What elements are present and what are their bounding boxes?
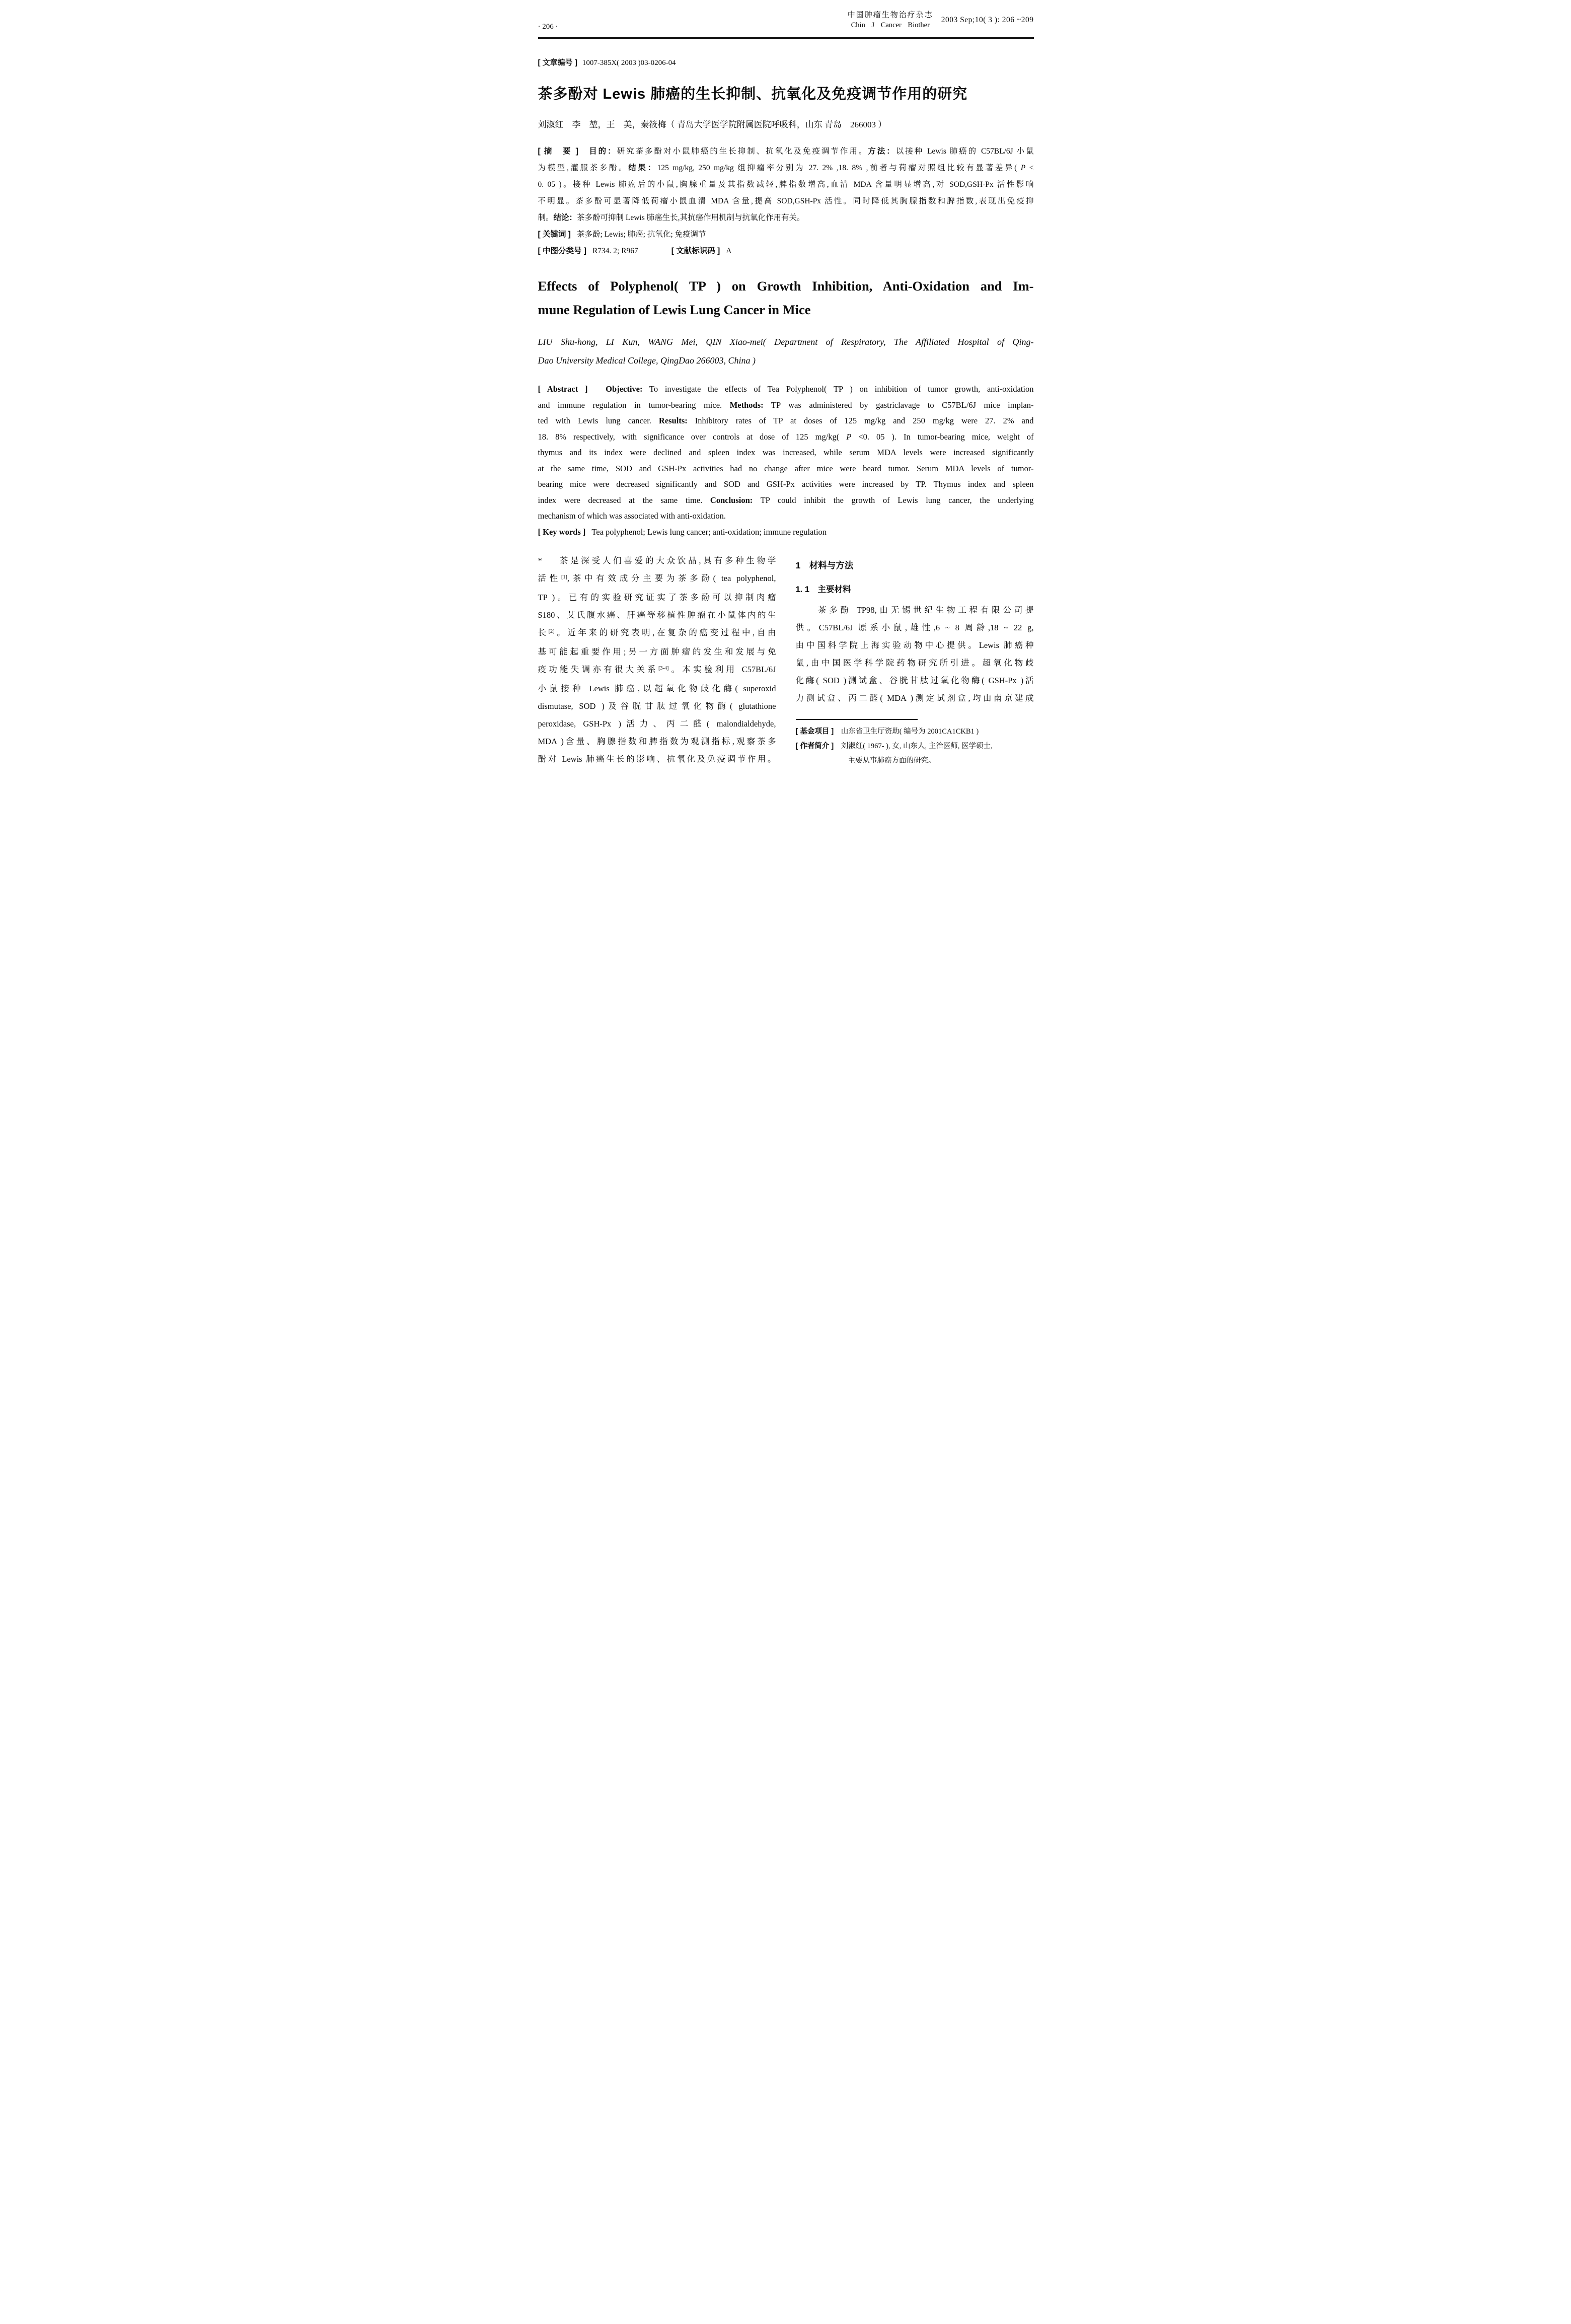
- abstract-en-line: [ Abstract ] Objective: To investigate the effects of Tea Polyphenol( TP ) on inhibition of tumor growth, anti-oxidation: [538, 384, 1034, 394]
- article-title-en: [538, 274, 1034, 322]
- footnote-author-bio: [ 作者简介 ] 刘淑红( 1967- ), 女, 山东人, 主治医师, 医学硕士,: [795, 742, 993, 750]
- body-columns: [538, 552, 1034, 768]
- page-header: [538, 7, 1034, 33]
- abstract-cn-line: 为模型,灌服茶多酚。结果：125 mg/kg, 250 mg/kg 组抑瘤率分别为 27. 2% ,18. 8% ,前者与荷瘤对照组比较有显著差异( P <: [538, 164, 1034, 172]
- footnote-author-bio-cont: 主要从事肺癌方面的研究。: [848, 757, 936, 765]
- body-line: 化酶( SOD )测试盒、谷胱甘肽过氧化物酶( GSH-Px )活: [795, 676, 1034, 685]
- body-line: dismutase, SOD )及谷胱甘肽过氧化物酶( glutathione: [538, 701, 776, 711]
- abstract-en-line: thymus and its index were declined and spleen index was increased, while serum MDA levels were increased significantly: [538, 448, 1034, 457]
- abstract-en-line: index were decreased at the same time. Conclusion: TP could inhibit the growth of Lewis lung cancer, the underlying: [538, 495, 1034, 505]
- article-title-en-line1: Effects of Polyphenol( TP ) on Growth Inhibition, Anti-Oxidation and Im-: [538, 278, 1034, 294]
- keywords-cn-value: 茶多酚; Lewis; 肺癌; 抗氧化; 免疫调节: [576, 230, 706, 239]
- body-line: 鼠,由中国医学科学院药物研究所引进。超氧化物歧: [795, 658, 1034, 668]
- abstract-cn-line: 0. 05 )。接种 Lewis 肺癌后的小鼠,胸腺重量及其指数减轻,脾指数增高,血清 MDA 含量明显增高,对 SOD,GSH-Px 活性影响: [538, 180, 1034, 189]
- journal-title-en: Chin J Cancer Biother: [851, 21, 930, 29]
- abstract-en-line: at the same time, SOD and GSH-Px activities had no change after mice were beard tumor. Serum MDA levels of tumor-: [538, 463, 1034, 473]
- article-title-cn: 茶多酚对 Lewis 肺癌的生长抑制、抗氧化及免疫调节作用的研究: [538, 86, 968, 102]
- section-heading-materials-methods: 1 材料与方法: [795, 560, 854, 570]
- body-line: 小鼠接种 Lewis 肺癌,以超氧化物歧化酶( superoxid: [538, 684, 776, 693]
- abstract-cn: [538, 143, 1034, 259]
- footnote-fund: [ 基金项目 ] 山东省卫生厅资助( 编号为 2001CA1CKB1 ): [795, 728, 979, 736]
- abstract-en-line: 18. 8% respectively, with significance over controls at dose of 125 mg/kg( P <0. 05 ). In tumor-bearing mice, weight of: [538, 431, 1034, 442]
- body-line: 供。C57BL/6J 原系小鼠,雄性,6 ~ 8 周龄,18 ~ 22 g,: [795, 623, 1034, 632]
- keywords-en: [538, 524, 1034, 540]
- clc-value: R734. 2; R967: [592, 247, 638, 255]
- body-line: 长[2]。近年来的研究表明,在复杂的癌变过程中,自由: [538, 628, 776, 637]
- body-right-column: [796, 552, 1034, 768]
- body-line: 由中国科学院上海实验动物中心提供。Lewis 肺癌种: [795, 640, 1034, 650]
- footnote: [796, 719, 1034, 768]
- body-line: 茶多酚 TP98,由无锡世纪生物工程有限公司提: [795, 605, 1034, 615]
- keywords-cn: [538, 226, 1034, 243]
- right-paragraph: [796, 601, 1034, 707]
- body-line: S180、艾氏腹水癌、肝癌等移植性肿瘤在小鼠体内的生: [538, 610, 776, 620]
- subsection-heading-main-materials: 1. 1 主要材料: [795, 585, 851, 594]
- abstract-en: [538, 381, 1034, 540]
- body-line: 力测试盒、丙二醛( MDA )测定试剂盒,均由南京建成: [795, 693, 1034, 703]
- journal-title-block: [848, 10, 933, 30]
- doc-code-value: A: [726, 247, 732, 255]
- authors-cn: 刘淑红 李 堃，王 美，秦筱梅（ 青岛大学医学院附属医院呼吸科，山东 青岛 266003 ）: [538, 120, 887, 129]
- clc-line: [538, 243, 1034, 259]
- authors-en-line1: LIU Shu-hong, LI Kun, WANG Mei, QIN Xiao-mei( Department of Respiratory, The Affiliated Hospital of Qing-: [538, 337, 1034, 347]
- body-line: 基可能起重要作用;另一方面肿瘤的发生和发展与免: [538, 647, 776, 657]
- authors-en: [538, 333, 1034, 370]
- header-divider: [538, 37, 1034, 39]
- abstract-en-line: ted with Lewis lung cancer. Results: Inhibitory rates of TP at doses of 125 mg/kg and 250 mg/kg were 27. 2% and: [538, 416, 1034, 425]
- abstract-en-line: bearing mice were decreased significantly and SOD and GSH-Px activities were increased by TP. Thymus index and spleen: [538, 479, 1034, 489]
- article-number-label: [ 文章编号 ]: [538, 58, 577, 67]
- abstract-en-line: and immune regulation in tumor-bearing mice. Methods: TP was administered by gastriclavage to C57BL/6J mice implan-: [538, 400, 1034, 410]
- keywords-en-value: Tea polyphenol; Lewis lung cancer; anti-oxidation; immune regulation: [591, 527, 827, 537]
- footnote-divider: [796, 719, 918, 720]
- journal-page: [524, 0, 1048, 775]
- body-line: peroxidase, GSH-Px )活力、丙二醛( malondialdehyde,: [538, 719, 776, 729]
- article-number-value: 1007-385X( 2003 )03-0206-04: [582, 59, 676, 67]
- clc-label: [ 中图分类号 ]: [538, 247, 586, 255]
- abstract-en-line: mechanism of which was associated with anti-oxidation.: [538, 511, 726, 521]
- abstract-cn-line: 不明显。茶多酚可显著降低荷瘤小鼠血清 MDA 含量,提高 SOD,GSH-Px 活性。同时降低其胸腺指数和脾指数,表现出免疫抑: [538, 197, 1034, 205]
- body-line: 疫功能失调亦有很大关系[3-4]。本实验利用 C57BL/6J: [538, 665, 776, 674]
- article-title-en-line2: mune Regulation of Lewis Lung Cancer in Mice: [538, 302, 811, 317]
- body-line: * 茶是深受人们喜爱的大众饮品,具有多种生物学: [538, 556, 776, 565]
- body-line: TP )。已有的实验研究证实了茶多酚可以抑制肉瘤: [538, 593, 776, 602]
- abstract-cn-line: [ 摘 要 ] 目的：研究茶多酚对小鼠肺癌的生长抑制、抗氧化及免疫调节作用。方法：以接种 Lewis 肺癌的 C57BL/6J 小鼠: [538, 147, 1034, 156]
- body-line: 活性[1],茶中有效成分主要为茶多酚( tea polyphenol,: [538, 573, 776, 583]
- keywords-en-label: [ Key words ]: [538, 527, 586, 537]
- body-line: 酚对 Lewis 肺癌生长的影响、抗氧化及免疫调节作用。: [538, 754, 776, 764]
- journal-title-cn: 中国肿瘤生物治疗杂志: [847, 11, 933, 19]
- issue-info: 2003 Sep;10( 3 ): 206 ~209: [941, 16, 1034, 24]
- page-number: · 206 ·: [538, 23, 558, 31]
- keywords-cn-label: [ 关键词 ]: [538, 230, 571, 239]
- doc-code-label: [ 文献标识码 ]: [671, 247, 720, 255]
- authors-en-line2: Dao University Medical College, QingDao 266003, China ): [538, 355, 756, 366]
- article-number: [538, 57, 1034, 67]
- abstract-cn-line: 制。结论：茶多酚可抑制 Lewis 肺癌生长,其抗癌作用机制与抗氧化作用有关。: [538, 213, 805, 222]
- body-line: MDA )含量、胸腺指数和脾指数为观测指标,观察茶多: [538, 737, 776, 746]
- body-left-column: [538, 552, 776, 768]
